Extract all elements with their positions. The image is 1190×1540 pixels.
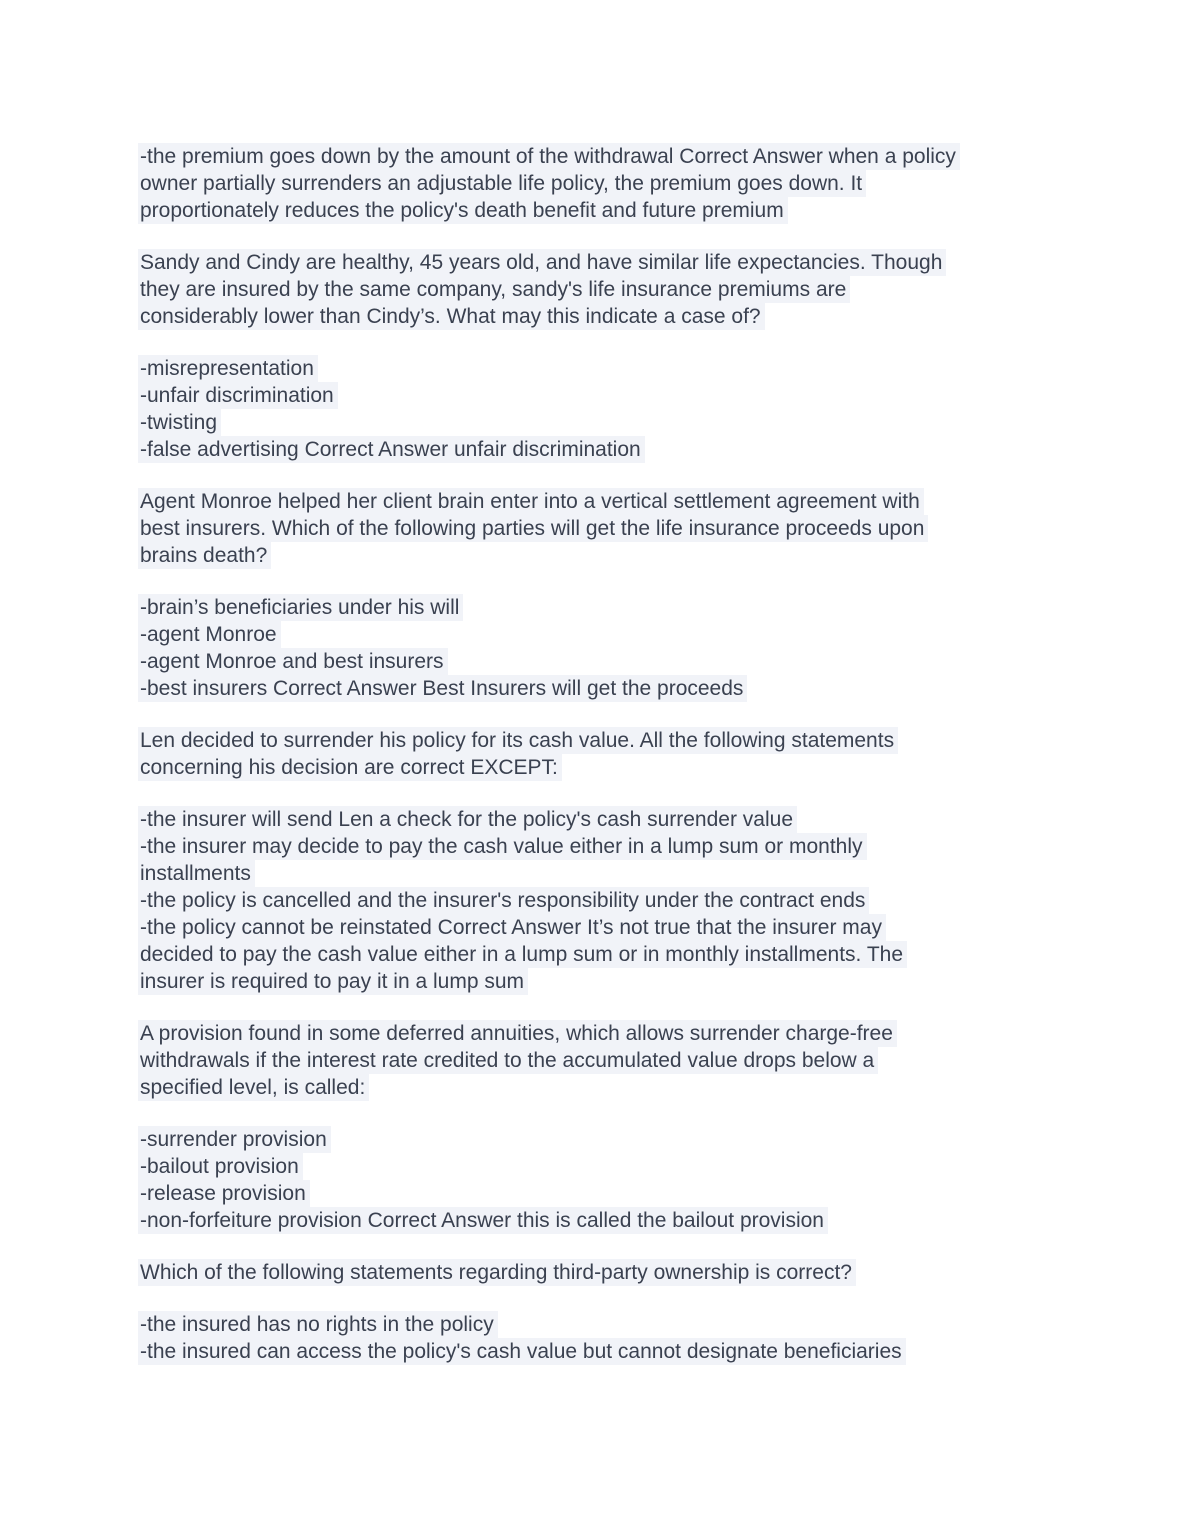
options-list (138, 594, 1073, 702)
question-paragraph (138, 727, 1073, 781)
text-line (138, 515, 1073, 542)
text-line (138, 648, 1073, 675)
text-line (138, 249, 1073, 276)
highlighted-text: considerably lower than Cindy’s. What may this indicate a case of? (138, 303, 765, 330)
text-line (138, 887, 1073, 914)
text-line (138, 355, 1073, 382)
highlighted-text: -misrepresentation (138, 355, 318, 382)
highlighted-text: -brain’s beneficiaries under his will (138, 594, 463, 621)
highlighted-text: -unfair discrimination (138, 382, 338, 409)
highlighted-text: Which of the following statements regarding third-party ownership is correct? (138, 1259, 856, 1286)
question-paragraph (138, 143, 1073, 224)
text-line (138, 303, 1073, 330)
highlighted-text: -the premium goes down by the amount of the withdrawal Correct Answer when a policy (138, 143, 960, 170)
text-line (138, 675, 1073, 702)
options-list (138, 1311, 1073, 1365)
question-paragraph (138, 1259, 1073, 1286)
highlighted-text: installments (138, 860, 255, 887)
text-line (138, 1259, 1073, 1286)
text-line (138, 1047, 1073, 1074)
text-line (138, 197, 1073, 224)
text-line (138, 409, 1073, 436)
text-line (138, 914, 1073, 941)
highlighted-text: -the policy is cancelled and the insurer's responsibility under the contract ends (138, 887, 869, 914)
highlighted-text: decided to pay the cash value either in a lump sum or in monthly installments. The (138, 941, 907, 968)
highlighted-text: -twisting (138, 409, 221, 436)
highlighted-text: best insurers. Which of the following parties will get the life insurance proceeds upon (138, 515, 928, 542)
highlighted-text: -the insurer will send Len a check for the policy's cash surrender value (138, 806, 797, 833)
highlighted-text: Len decided to surrender his policy for its cash value. All the following statements (138, 727, 898, 754)
highlighted-text: -agent Monroe (138, 621, 281, 648)
text-line (138, 143, 1073, 170)
highlighted-text: -best insurers Correct Answer Best Insurers will get the proceeds (138, 675, 747, 702)
text-line (138, 1338, 1073, 1365)
document-content (138, 143, 1073, 1365)
text-line (138, 833, 1073, 860)
highlighted-text: -bailout provision (138, 1153, 303, 1180)
highlighted-text: withdrawals if the interest rate credited to the accumulated value drops below a (138, 1047, 878, 1074)
text-line (138, 806, 1073, 833)
question-paragraph (138, 488, 1073, 569)
highlighted-text: Agent Monroe helped her client brain enter into a vertical settlement agreement with (138, 488, 924, 515)
options-list (138, 806, 1073, 995)
highlighted-text: -the insured has no rights in the policy (138, 1311, 498, 1338)
text-line (138, 754, 1073, 781)
text-line (138, 594, 1073, 621)
text-line (138, 276, 1073, 303)
options-list (138, 355, 1073, 463)
text-line (138, 860, 1073, 887)
highlighted-text: -release provision (138, 1180, 310, 1207)
text-line (138, 542, 1073, 569)
text-line (138, 1074, 1073, 1101)
text-line (138, 1020, 1073, 1047)
text-line (138, 170, 1073, 197)
text-line (138, 488, 1073, 515)
highlighted-text: -surrender provision (138, 1126, 331, 1153)
highlighted-text: -non-forfeiture provision Correct Answer this is called the bailout provision (138, 1207, 828, 1234)
highlighted-text: -the policy cannot be reinstated Correct Answer It’s not true that the insurer may (138, 914, 886, 941)
highlighted-text: -agent Monroe and best insurers (138, 648, 448, 675)
highlighted-text: -false advertising Correct Answer unfair discrimination (138, 436, 645, 463)
text-line (138, 1311, 1073, 1338)
text-line (138, 727, 1073, 754)
highlighted-text: -the insurer may decide to pay the cash value either in a lump sum or monthly (138, 833, 867, 860)
text-line (138, 436, 1073, 463)
question-paragraph (138, 249, 1073, 330)
highlighted-text: insurer is required to pay it in a lump sum (138, 968, 528, 995)
text-line (138, 968, 1073, 995)
highlighted-text: Sandy and Cindy are healthy, 45 years old, and have similar life expectancies. Though (138, 249, 946, 276)
highlighted-text: owner partially surrenders an adjustable life policy, the premium goes down. It (138, 170, 866, 197)
text-line (138, 1153, 1073, 1180)
text-line (138, 382, 1073, 409)
text-line (138, 1207, 1073, 1234)
options-list (138, 1126, 1073, 1234)
highlighted-text: brains death? (138, 542, 271, 569)
highlighted-text: -the insured can access the policy's cash value but cannot designate beneficiaries (138, 1338, 906, 1365)
highlighted-text: concerning his decision are correct EXCEPT: (138, 754, 562, 781)
text-line (138, 1126, 1073, 1153)
highlighted-text: they are insured by the same company, sandy's life insurance premiums are (138, 276, 850, 303)
question-paragraph (138, 1020, 1073, 1101)
text-line (138, 621, 1073, 648)
text-line (138, 941, 1073, 968)
text-line (138, 1180, 1073, 1207)
highlighted-text: A provision found in some deferred annuities, which allows surrender charge-free (138, 1020, 897, 1047)
highlighted-text: proportionately reduces the policy's death benefit and future premium (138, 197, 788, 224)
highlighted-text: specified level, is called: (138, 1074, 369, 1101)
